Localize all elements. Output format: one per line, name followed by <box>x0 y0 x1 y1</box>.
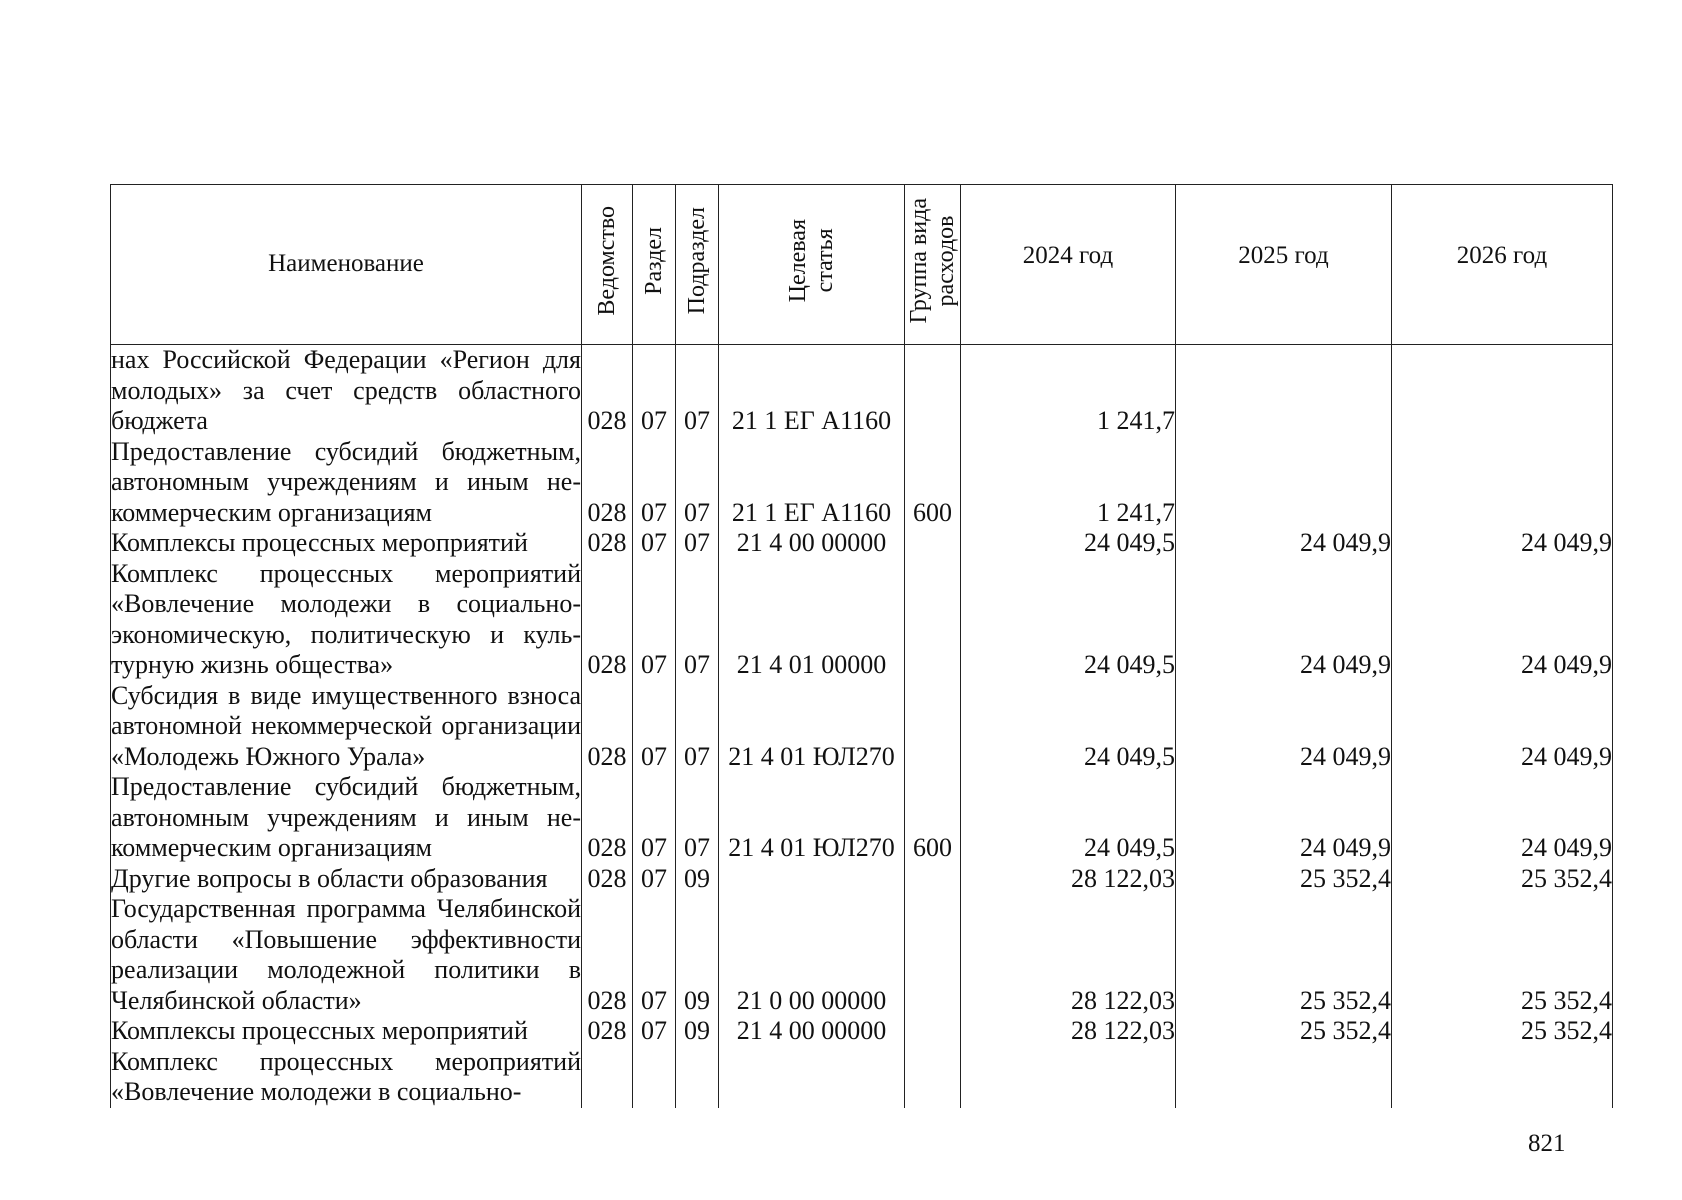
header-row <box>111 185 1613 345</box>
row-value-2025: 25 352,4 <box>1176 864 1392 895</box>
row-value-2026: 24 049,9 <box>1392 559 1613 681</box>
row-razdel: 07 <box>633 437 676 529</box>
row-podrazdel: 09 <box>676 894 719 1016</box>
row-value-2024: 1 241,7 <box>961 345 1176 437</box>
row-value-2024: 28 122,03 <box>961 864 1176 895</box>
row-podrazdel: 07 <box>676 437 719 529</box>
header-year-2024: 2024 год <box>961 185 1176 345</box>
row-value-2024: 1 241,7 <box>961 437 1176 529</box>
row-razdel: 07 <box>633 528 676 559</box>
row-value-2025 <box>1176 1047 1392 1108</box>
row-name: нах Российской Федерации «Регион для молодых» за счет средств областного бюджета <box>111 345 581 435</box>
table-body <box>111 345 1613 1108</box>
row-gruppa <box>905 345 961 437</box>
row-name: Государственная программа Челябинской области «Повышение эффективности реализации молодежной политики в Челябинской области» <box>111 894 581 1015</box>
table-row <box>111 864 1613 895</box>
row-value-2026: 24 049,9 <box>1392 528 1613 559</box>
header-razdel: Раздел <box>633 185 676 345</box>
page-number: 821 <box>1528 1130 1566 1157</box>
row-value-2026: 25 352,4 <box>1392 864 1613 895</box>
table-row <box>111 559 1613 681</box>
row-value-2024: 24 049,5 <box>961 772 1176 864</box>
row-value-2024: 24 049,5 <box>961 681 1176 773</box>
table-row <box>111 437 1613 529</box>
table-row <box>111 528 1613 559</box>
table-row <box>111 1016 1613 1047</box>
row-value-2024: 24 049,5 <box>961 528 1176 559</box>
row-razdel: 07 <box>633 559 676 681</box>
row-podrazdel: 09 <box>676 1016 719 1047</box>
row-value-2026 <box>1392 437 1613 529</box>
row-razdel: 07 <box>633 864 676 895</box>
header-vedomstvo: Ведомство <box>582 185 633 345</box>
row-vedomstvo <box>582 1047 633 1108</box>
row-razdel <box>633 1047 676 1108</box>
row-value-2025: 25 352,4 <box>1176 1016 1392 1047</box>
row-podrazdel: 07 <box>676 772 719 864</box>
row-value-2025: 24 049,9 <box>1176 681 1392 773</box>
header-gruppa-vida-rashodov: Группа вида расходов <box>905 185 961 345</box>
table-row <box>111 681 1613 773</box>
table-row <box>111 772 1613 864</box>
row-razdel: 07 <box>633 894 676 1016</box>
row-value-2024: 24 049,5 <box>961 559 1176 681</box>
row-gruppa <box>905 528 961 559</box>
row-name: Субсидия в виде имущественного взноса автономной некоммерческой организации «Молодежь Южного Урала» <box>111 680 581 771</box>
row-razdel: 07 <box>633 681 676 773</box>
row-celevaya-statya <box>719 1047 905 1108</box>
row-value-2026: 25 352,4 <box>1392 894 1613 1016</box>
row-value-2026: 25 352,4 <box>1392 1016 1613 1047</box>
row-vedomstvo: 028 <box>582 559 633 681</box>
row-celevaya-statya: 21 1 ЕГ А1160 <box>719 345 905 437</box>
header-podrazdel: Подраздел <box>676 185 719 345</box>
row-razdel: 07 <box>633 772 676 864</box>
row-podrazdel: 07 <box>676 681 719 773</box>
row-gruppa <box>905 894 961 1016</box>
row-name: Предоставление субсидий бюджетным, автономным учреждениям и иным некоммерческим организациям <box>111 436 581 527</box>
row-value-2024 <box>961 1047 1176 1108</box>
row-vedomstvo: 028 <box>582 894 633 1016</box>
row-razdel: 07 <box>633 345 676 437</box>
budget-table <box>110 184 1613 1108</box>
row-value-2024: 28 122,03 <box>961 894 1176 1016</box>
row-podrazdel <box>676 1047 719 1108</box>
row-value-2026: 24 049,9 <box>1392 772 1613 864</box>
row-vedomstvo: 028 <box>582 772 633 864</box>
row-value-2024: 28 122,03 <box>961 1016 1176 1047</box>
table-row <box>111 345 1613 437</box>
row-celevaya-statya: 21 4 01 ЮЛ270 <box>719 681 905 773</box>
table-row <box>111 894 1613 1016</box>
row-vedomstvo: 028 <box>582 864 633 895</box>
table-row <box>111 1047 1613 1108</box>
row-gruppa <box>905 1047 961 1108</box>
row-value-2025: 24 049,9 <box>1176 772 1392 864</box>
header-year-2026: 2026 год <box>1392 185 1613 345</box>
table-header <box>111 185 1613 345</box>
row-vedomstvo: 028 <box>582 437 633 529</box>
row-gruppa <box>905 1016 961 1047</box>
row-gruppa <box>905 681 961 773</box>
row-podrazdel: 09 <box>676 864 719 895</box>
row-value-2026 <box>1392 345 1613 437</box>
row-celevaya-statya: 21 4 01 00000 <box>719 559 905 681</box>
row-podrazdel: 07 <box>676 528 719 559</box>
row-podrazdel: 07 <box>676 345 719 437</box>
row-vedomstvo: 028 <box>582 681 633 773</box>
row-value-2025: 24 049,9 <box>1176 559 1392 681</box>
row-celevaya-statya: 21 4 00 00000 <box>719 1016 905 1047</box>
row-podrazdel: 07 <box>676 559 719 681</box>
row-value-2026 <box>1392 1047 1613 1108</box>
row-celevaya-statya: 21 4 01 ЮЛ270 <box>719 772 905 864</box>
row-celevaya-statya: 21 0 00 00000 <box>719 894 905 1016</box>
row-value-2026: 24 049,9 <box>1392 681 1613 773</box>
row-gruppa: 600 <box>905 437 961 529</box>
row-gruppa <box>905 559 961 681</box>
row-gruppa: 600 <box>905 772 961 864</box>
row-celevaya-statya <box>719 864 905 895</box>
row-celevaya-statya: 21 4 00 00000 <box>719 528 905 559</box>
row-value-2025 <box>1176 437 1392 529</box>
row-vedomstvo: 028 <box>582 528 633 559</box>
row-value-2025: 25 352,4 <box>1176 894 1392 1016</box>
row-name: Комплексы процессных мероприятий <box>111 528 582 559</box>
row-gruppa <box>905 864 961 895</box>
header-year-2025: 2025 год <box>1176 185 1392 345</box>
row-name: Предоставление субсидий бюджетным, автономным учреждениям и иным некоммерческим организациям <box>111 772 581 862</box>
row-celevaya-statya: 21 1 ЕГ А1160 <box>719 437 905 529</box>
row-name: Комплекс процессных мероприятий «Вовлечение молодежи в социально- <box>111 1046 581 1106</box>
row-value-2025: 24 049,9 <box>1176 528 1392 559</box>
row-vedomstvo: 028 <box>582 345 633 437</box>
row-vedomstvo: 028 <box>582 1016 633 1047</box>
row-name: Комплексы процессных мероприятий <box>111 1016 582 1047</box>
row-name: Комплекс процессных мероприятий «Вовлечение молодежи в социально-экономическую, политическую и культурную жизнь общества» <box>111 558 581 679</box>
header-celevaya-statya: Целевая статья <box>719 185 905 345</box>
row-razdel: 07 <box>633 1016 676 1047</box>
row-name: Другие вопросы в области образования <box>111 864 582 895</box>
header-name: Наименование <box>111 185 582 345</box>
row-value-2025 <box>1176 345 1392 437</box>
